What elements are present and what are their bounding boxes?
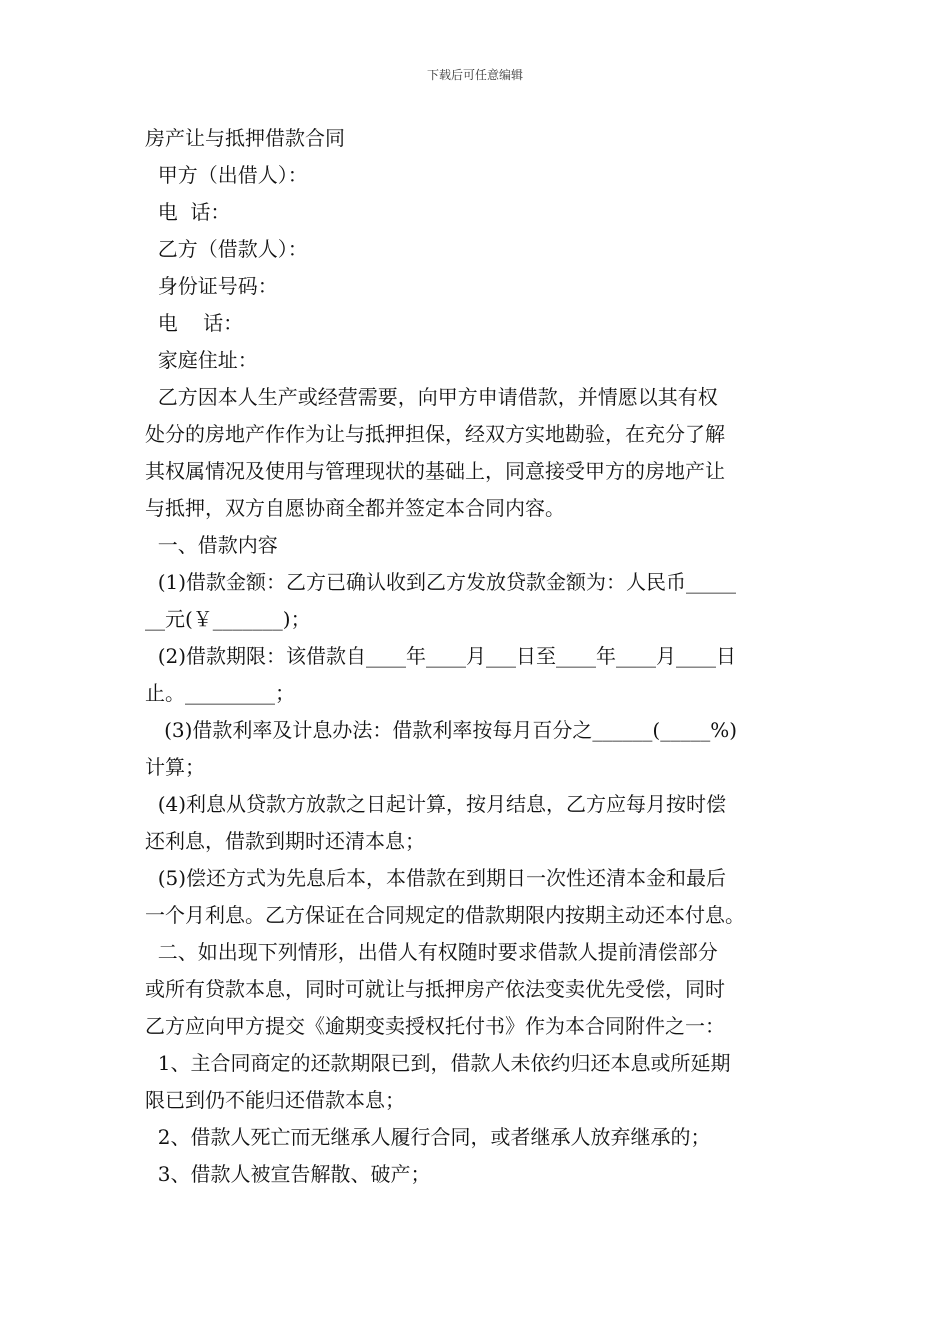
paragraph-line: 其权属情况及使用与管理现状的基础上，同意接受甲方的房地产让 — [145, 459, 725, 483]
list-item: 1、主合同商定的还款期限已到，借款人未依约归还本息或所延期 — [145, 1051, 731, 1075]
paragraph-line: 一个月利息。乙方保证在合同规定的借款期限内按期主动还本付息。 — [145, 903, 745, 927]
contract-body — [145, 120, 805, 1193]
borrower-phone-field: 电 话： — [145, 311, 244, 335]
paragraph-line: (1)借款金额：乙方已确认收到乙方发放贷款金额为：人民币_____ — [145, 570, 737, 594]
paragraph-line: (4)利息从贷款方放款之日起计算，按月结息，乙方应每月按时偿 — [145, 792, 727, 816]
home-address-field: 家庭住址： — [145, 348, 258, 372]
paragraph-line: (3)借款利率及计息办法：借款利率按每月百分之______(_____%) — [145, 718, 738, 742]
paragraph-line: 或所有贷款本息，同时可就让与抵押房产依法变卖优先受偿，同时 — [145, 977, 725, 1001]
paragraph-line: 还利息，借款到期时还清本息； — [145, 829, 425, 853]
paragraph-line: (5)偿还方式为先息后本，本借款在到期日一次性还清本金和最后 — [145, 866, 727, 890]
list-item: 限已到仍不能归还借款本息； — [145, 1088, 405, 1112]
page-header-note: 下载后可任意编辑 — [426, 68, 523, 82]
paragraph-line: (2)借款期限：该借款自____年____月___日至____年____月____日 — [145, 644, 737, 668]
paragraph-line: 处分的房地产作作为让与抵押担保，经双方实地勘验，在充分了解 — [145, 422, 725, 446]
borrower-field: 乙方（借款人）： — [145, 237, 308, 261]
list-item: 3、借款人被宣告解散、破产； — [145, 1162, 431, 1186]
section-heading: 二、如出现下列情形，出借人有权随时要求借款人提前清偿部分 — [145, 940, 718, 964]
paragraph-line: __元(￥_______)； — [145, 607, 311, 631]
paragraph-line: 乙方应向甲方提交《逾期变卖授权托付书》作为本合同附件之一： — [145, 1014, 725, 1038]
contract-title: 房产让与抵押借款合同 — [145, 126, 345, 150]
paragraph-line: 与抵押，双方自愿协商全都并签定本合同内容。 — [145, 496, 565, 520]
paragraph-line: 止。_________； — [145, 681, 295, 705]
list-item: 2、借款人死亡而无继承人履行合同，或者继承人放弃继承的； — [145, 1125, 711, 1149]
paragraph-line: 计算； — [145, 755, 205, 779]
id-number-field: 身份证号码： — [145, 274, 278, 298]
section-heading: 一、借款内容 — [145, 533, 278, 557]
lender-field: 甲方（出借人）： — [145, 163, 308, 187]
paragraph-line: 乙方因本人生产或经营需要，向甲方申请借款，并情愿以其有权 — [145, 385, 718, 409]
lender-phone-field: 电 话： — [145, 200, 231, 224]
